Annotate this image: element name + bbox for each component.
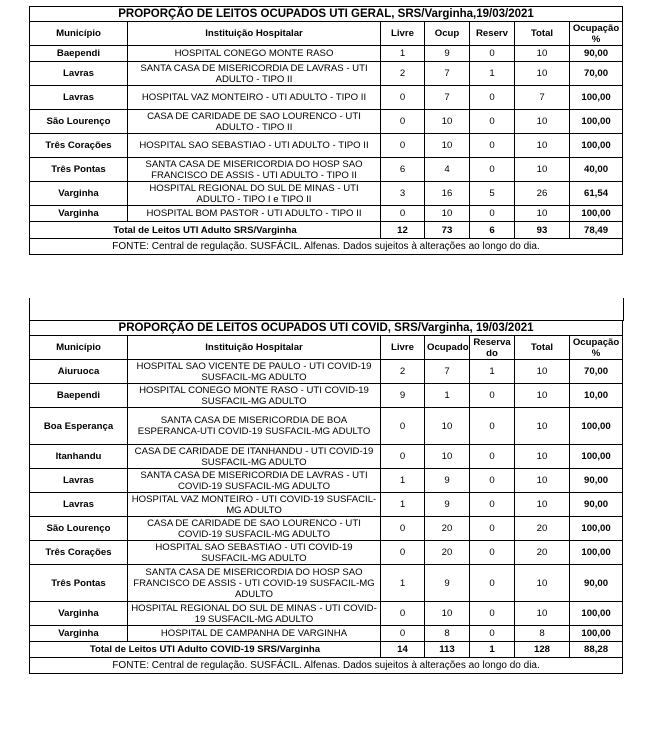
total-label: Total de Leitos UTI Adulto COVID-19 SRS/Varginha: [30, 642, 381, 658]
cell-instituicao: HOSPITAL BOM PASTOR - UTI ADULTO - TIPO II: [128, 206, 381, 222]
cell-ocup: 1: [425, 384, 470, 408]
cell-ocupacao-pct: 100,00: [570, 408, 623, 445]
cell-reserv: 0: [470, 469, 515, 493]
cell-livre: 1: [381, 565, 425, 602]
cell-livre: 0: [381, 86, 425, 110]
total-reserv: 6: [470, 222, 515, 239]
cell-ocup: 9: [425, 493, 470, 517]
cell-ocupacao-pct: 100,00: [570, 626, 623, 642]
table-row: [30, 182, 623, 206]
cell-instituicao: HOSPITAL REGIONAL DO SUL DE MINAS - UTI COVID-19 SUSFACIL-MG ADULTO: [128, 602, 381, 626]
cell-total: 10: [515, 46, 570, 62]
cell-ocup: 7: [425, 62, 470, 86]
cell-reserv: 5: [470, 182, 515, 206]
cell-livre: 2: [381, 62, 425, 86]
col-header-instituicao: Instituição Hospitalar: [128, 22, 381, 46]
col-header-ocupacao: Ocupação %: [570, 336, 623, 360]
cell-municipio: Aiuruoca: [30, 360, 128, 384]
cell-ocup: 10: [425, 134, 470, 158]
cell-instituicao: SANTA CASA DE MISERICORDIA DE LAVRAS - UTI COVID-19 SUSFACIL-MG ADULTO: [128, 469, 381, 493]
table-row: [30, 86, 623, 110]
cell-instituicao: HOSPITAL SAO VICENTE DE PAULO - UTI COVID-19 SUSFACIL-MG ADULTO: [128, 360, 381, 384]
cell-municipio: Baependi: [30, 384, 128, 408]
cell-instituicao: SANTA CASA DE MISERICORDIA DE LAVRAS - UTI ADULTO - TIPO II: [128, 62, 381, 86]
cell-livre: 6: [381, 158, 425, 182]
cell-total: 20: [515, 541, 570, 565]
cell-reserv: 0: [470, 517, 515, 541]
cell-total: 10: [515, 445, 570, 469]
cell-municipio: Três Corações: [30, 134, 128, 158]
cell-ocupacao-pct: 100,00: [570, 134, 623, 158]
cell-ocupacao-pct: 70,00: [570, 360, 623, 384]
cell-ocupacao-pct: 40,00: [570, 158, 623, 182]
cell-reserv: 0: [470, 445, 515, 469]
cell-ocupacao-pct: 10,00: [570, 384, 623, 408]
col-header-reserva: Reserva do: [470, 336, 515, 360]
cell-ocupacao-pct: 90,00: [570, 469, 623, 493]
cell-ocupacao-pct: 100,00: [570, 517, 623, 541]
cell-livre: 1: [381, 493, 425, 517]
cell-ocup: 4: [425, 158, 470, 182]
table-row: [30, 469, 623, 493]
cell-ocup: 16: [425, 182, 470, 206]
cell-reserv: 0: [470, 541, 515, 565]
cell-municipio: Varginha: [30, 626, 128, 642]
cell-instituicao: HOSPITAL DE CAMPANHA DE VARGINHA: [128, 626, 381, 642]
table-row: [30, 541, 623, 565]
col-header-instituicao: Instituição Hospitalar: [128, 336, 381, 360]
table-row: [30, 602, 623, 626]
cell-livre: 0: [381, 602, 425, 626]
table-row: [30, 360, 623, 384]
cell-instituicao: HOSPITAL VAZ MONTEIRO - UTI COVID-19 SUSFACIL-MG ADULTO: [128, 493, 381, 517]
cell-municipio: Lavras: [30, 493, 128, 517]
total-reserv: 1: [470, 642, 515, 658]
total-livre: 14: [381, 642, 425, 658]
col-header-total: Total: [515, 336, 570, 360]
cell-reserv: 0: [470, 134, 515, 158]
cell-ocup: 7: [425, 360, 470, 384]
total-label: Total de Leitos UTI Adulto SRS/Varginha: [30, 222, 381, 239]
cell-ocupacao-pct: 100,00: [570, 602, 623, 626]
cell-reserv: 0: [470, 408, 515, 445]
cell-instituicao: CASA DE CARIDADE DE SAO LOURENCO - UTI COVID-19 SUSFACIL-MG ADULTO: [128, 517, 381, 541]
total-pct: 78,49: [570, 222, 623, 239]
cell-municipio: Baependi: [30, 46, 128, 62]
cell-total: 8: [515, 626, 570, 642]
cell-ocup: 8: [425, 626, 470, 642]
cell-ocupacao-pct: 90,00: [570, 565, 623, 602]
cell-municipio: Lavras: [30, 469, 128, 493]
cell-ocupacao-pct: 100,00: [570, 206, 623, 222]
cell-instituicao: HOSPITAL VAZ MONTEIRO - UTI ADULTO - TIPO II: [128, 86, 381, 110]
cell-ocupacao-pct: 90,00: [570, 493, 623, 517]
cell-instituicao: CASA DE CARIDADE DE ITANHANDU - UTI COVID-19 SUSFACIL-MG ADULTO: [128, 445, 381, 469]
cell-ocupacao-pct: 100,00: [570, 541, 623, 565]
cell-municipio: São Lourenço: [30, 517, 128, 541]
total-pct: 88,28: [570, 642, 623, 658]
cell-municipio: Lavras: [30, 86, 128, 110]
cell-ocupacao-pct: 100,00: [570, 110, 623, 134]
cell-total: 10: [515, 110, 570, 134]
cell-total: 10: [515, 134, 570, 158]
cell-municipio: Boa Esperança: [30, 408, 128, 445]
table-row: [30, 110, 623, 134]
cell-ocup: 10: [425, 602, 470, 626]
cell-reserv: 0: [470, 206, 515, 222]
cell-ocup: 20: [425, 517, 470, 541]
total-ocup: 113: [425, 642, 470, 658]
table-row: [30, 626, 623, 642]
cell-ocup: 7: [425, 86, 470, 110]
cell-livre: 3: [381, 182, 425, 206]
cell-livre: 0: [381, 134, 425, 158]
cell-ocupacao-pct: 100,00: [570, 86, 623, 110]
cell-total: 10: [515, 469, 570, 493]
cell-ocup: 9: [425, 565, 470, 602]
cell-total: 10: [515, 384, 570, 408]
cell-instituicao: HOSPITAL SAO SEBASTIAO - UTI COVID-19 SUSFACIL-MG ADULTO: [128, 541, 381, 565]
cell-livre: 0: [381, 110, 425, 134]
cell-instituicao: HOSPITAL CONEGO MONTE RASO - UTI COVID-19 SUSFACIL-MG ADULTO: [128, 384, 381, 408]
cell-municipio: Três Pontas: [30, 565, 128, 602]
section-gap: [29, 298, 624, 321]
col-header-municipio: Município: [30, 336, 128, 360]
cell-total: 10: [515, 408, 570, 445]
cell-livre: 0: [381, 626, 425, 642]
total-total: 93: [515, 222, 570, 239]
cell-municipio: Lavras: [30, 62, 128, 86]
table-row: [30, 62, 623, 86]
source-note: FONTE: Central de regulação. SUSFÁCIL. Alfenas. Dados sujeitos à alterações ao longo do dia.: [30, 658, 623, 674]
cell-total: 10: [515, 493, 570, 517]
cell-ocupacao-pct: 100,00: [570, 445, 623, 469]
cell-total: 10: [515, 602, 570, 626]
cell-reserv: 0: [470, 86, 515, 110]
cell-livre: 0: [381, 517, 425, 541]
cell-reserv: 0: [470, 46, 515, 62]
cell-livre: 1: [381, 469, 425, 493]
cell-ocup: 20: [425, 541, 470, 565]
cell-ocupacao-pct: 90,00: [570, 46, 623, 62]
col-header-livre: Livre: [381, 336, 425, 360]
total-total: 128: [515, 642, 570, 658]
total-row: [30, 222, 623, 239]
cell-livre: 1: [381, 46, 425, 62]
table-row: [30, 445, 623, 469]
cell-total: 7: [515, 86, 570, 110]
cell-municipio: Três Pontas: [30, 158, 128, 182]
table-row: [30, 565, 623, 602]
cell-municipio: Itanhandu: [30, 445, 128, 469]
table-row: [30, 46, 623, 62]
total-ocup: 73: [425, 222, 470, 239]
source-note: FONTE: Central de regulação. SUSFÁCIL. Alfenas. Dados sujeitos à alterações ao longo do dia.: [30, 239, 623, 255]
cell-reserv: 0: [470, 602, 515, 626]
cell-total: 26: [515, 182, 570, 206]
cell-livre: 0: [381, 541, 425, 565]
header-row: [30, 22, 623, 46]
cell-municipio: Varginha: [30, 206, 128, 222]
cell-ocup: 10: [425, 408, 470, 445]
cell-reserv: 0: [470, 626, 515, 642]
cell-total: 10: [515, 565, 570, 602]
cell-instituicao: SANTA CASA DE MISERICORDIA DE BOA ESPERANCA-UTI COVID-19 SUSFACIL-MG ADULTO: [128, 408, 381, 445]
cell-instituicao: HOSPITAL SAO SEBASTIAO - UTI ADULTO - TIPO II: [128, 134, 381, 158]
cell-reserv: 0: [470, 110, 515, 134]
cell-livre: 0: [381, 408, 425, 445]
cell-ocup: 9: [425, 469, 470, 493]
table-row: [30, 134, 623, 158]
table-row: [30, 206, 623, 222]
cell-municipio: São Lourenço: [30, 110, 128, 134]
cell-livre: 9: [381, 384, 425, 408]
cell-reserv: 0: [470, 565, 515, 602]
table-row: [30, 493, 623, 517]
cell-ocupacao-pct: 61,54: [570, 182, 623, 206]
table-row: [30, 408, 623, 445]
cell-reserv: 0: [470, 158, 515, 182]
table-row: [30, 384, 623, 408]
cell-total: 10: [515, 158, 570, 182]
table-row: [30, 158, 623, 182]
table-row: [30, 517, 623, 541]
col-header-total: Total: [515, 22, 570, 46]
col-header-reserv: Reserv: [470, 22, 515, 46]
col-header-ocup: Ocup: [425, 22, 470, 46]
header-row: [30, 336, 623, 360]
col-header-ocupado: Ocupado: [425, 336, 470, 360]
cell-total: 10: [515, 62, 570, 86]
cell-reserv: 1: [470, 360, 515, 384]
cell-municipio: Varginha: [30, 602, 128, 626]
uti-geral-table: [29, 6, 623, 255]
cell-ocupacao-pct: 70,00: [570, 62, 623, 86]
cell-reserv: 0: [470, 493, 515, 517]
col-header-municipio: Município: [30, 22, 128, 46]
cell-instituicao: SANTA CASA DE MISERICORDIA DO HOSP SAO FRANCISCO DE ASSIS - UTI COVID-19 SUSFACIL-MG ADULTO: [128, 565, 381, 602]
uti-covid-table: [29, 320, 623, 674]
cell-livre: 0: [381, 206, 425, 222]
cell-municipio: Três Corações: [30, 541, 128, 565]
cell-total: 20: [515, 517, 570, 541]
cell-livre: 0: [381, 445, 425, 469]
cell-ocup: 10: [425, 206, 470, 222]
cell-municipio: Varginha: [30, 182, 128, 206]
cell-total: 10: [515, 206, 570, 222]
cell-reserv: 1: [470, 62, 515, 86]
cell-instituicao: CASA DE CARIDADE DE SAO LOURENCO - UTI ADULTO - TIPO II: [128, 110, 381, 134]
cell-instituicao: SANTA CASA DE MISERICORDIA DO HOSP SAO FRANCISCO DE ASSIS - UTI ADULTO - TIPO II: [128, 158, 381, 182]
cell-ocup: 10: [425, 110, 470, 134]
cell-reserv: 0: [470, 384, 515, 408]
total-livre: 12: [381, 222, 425, 239]
col-header-livre: Livre: [381, 22, 425, 46]
table-title: PROPORÇÃO DE LEITOS OCUPADOS UTI GERAL, SRS/Varginha,19/03/2021: [30, 7, 623, 22]
table-title: PROPORÇÃO DE LEITOS OCUPADOS UTI COVID, SRS/Varginha, 19/03/2021: [30, 321, 623, 336]
cell-instituicao: HOSPITAL CONEGO MONTE RASO: [128, 46, 381, 62]
cell-total: 10: [515, 360, 570, 384]
cell-livre: 2: [381, 360, 425, 384]
cell-instituicao: HOSPITAL REGIONAL DO SUL DE MINAS - UTI ADULTO - TIPO I e TIPO II: [128, 182, 381, 206]
cell-ocup: 9: [425, 46, 470, 62]
total-row: [30, 642, 623, 658]
col-header-ocupacao: Ocupação %: [570, 22, 623, 46]
cell-ocup: 10: [425, 445, 470, 469]
